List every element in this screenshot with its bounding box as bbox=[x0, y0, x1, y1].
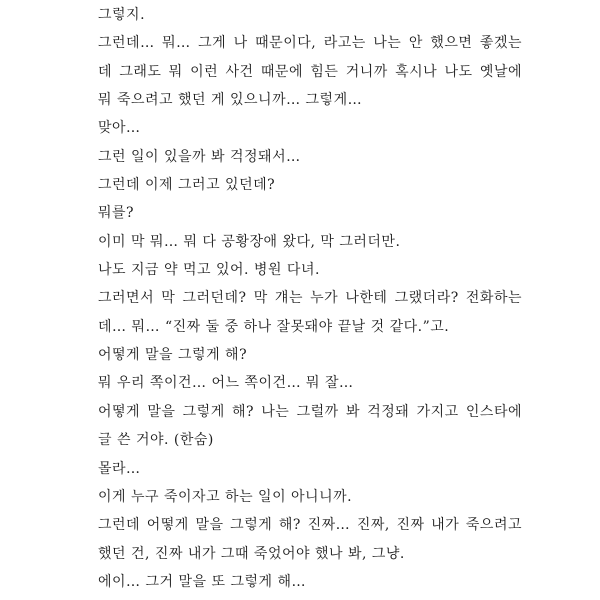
text-line: 그런데 이제 그러고 있던데? bbox=[98, 177, 276, 194]
text-line: 어떻게 말을 그렇게 해? 나는 그럴까 봐 걱정돼 가지고 인스타에 bbox=[98, 403, 522, 420]
text-line: 나도 지금 약 먹고 있어. 병원 다녀. bbox=[98, 262, 320, 279]
dialogue-paragraph bbox=[98, 199, 522, 227]
dialogue-paragraph bbox=[98, 114, 522, 142]
dialogue-paragraph bbox=[98, 483, 522, 511]
text-line: 데 그래도 뭐 이런 사건 때문에 힘든 거니까 혹시나 나도 옛날에 bbox=[98, 63, 522, 80]
text-line: 글 쓴 거야. (한숨) bbox=[98, 432, 214, 449]
text-line: 뭐 우리 쪽이건… 어느 쪽이건… 뭐 잘… bbox=[98, 375, 354, 392]
text-line: 그렇지. bbox=[98, 7, 146, 23]
text-line: 이게 누구 죽이자고 하는 일이 아니니까. bbox=[98, 488, 353, 505]
dialogue-paragraph bbox=[98, 341, 522, 369]
dialogue-transcript bbox=[98, 1, 522, 596]
text-line: 그런 일이 있을까 봐 걱정돼서… bbox=[98, 148, 301, 165]
dialogue-paragraph bbox=[98, 455, 522, 483]
text-line: 어떻게 말을 그렇게 해? bbox=[98, 347, 248, 364]
text-line: 에이… 그거 말을 또 그렇게 해… bbox=[98, 573, 307, 590]
text-line: 그런데… 뭐… 그게 나 때문이다, 라고는 나는 안 했으면 좋겠는 bbox=[98, 35, 522, 52]
dialogue-paragraph bbox=[98, 398, 522, 455]
text-line: 이미 막 뭐… 뭐 다 공황장애 왔다, 막 그러더만. bbox=[98, 233, 401, 250]
dialogue-paragraph bbox=[98, 511, 522, 568]
dialogue-paragraph bbox=[98, 369, 522, 397]
text-line: 몰라… bbox=[98, 460, 141, 477]
text-line: 뭐를? bbox=[98, 205, 135, 222]
dialogue-paragraph bbox=[98, 1, 522, 29]
text-line: 했던 건, 진짜 내가 그때 죽었어야 했나 봐, 그냥. bbox=[98, 545, 405, 562]
text-line: 맞아… bbox=[98, 120, 141, 137]
dialogue-paragraph bbox=[98, 29, 522, 114]
text-line: 그러면서 막 그러던데? 막 걔는 누가 나한테 그랬더라? 전화하는 bbox=[98, 290, 522, 307]
text-line: 뭐 죽으려고 했던 게 있으니까… 그렇게… bbox=[98, 92, 363, 109]
text-line: 그런데 어떻게 말을 그렇게 해? 진짜… 진짜, 진짜 내가 죽으려고 bbox=[98, 517, 522, 534]
dialogue-paragraph bbox=[98, 143, 522, 171]
dialogue-paragraph bbox=[98, 228, 522, 256]
text-line: 데… 뭐… “진짜 둘 중 하나 잘못돼야 끝날 것 같다.”고. bbox=[98, 318, 450, 335]
dialogue-paragraph bbox=[98, 256, 522, 284]
dialogue-paragraph bbox=[98, 171, 522, 199]
dialogue-paragraph bbox=[98, 284, 522, 341]
dialogue-paragraph bbox=[98, 568, 522, 596]
